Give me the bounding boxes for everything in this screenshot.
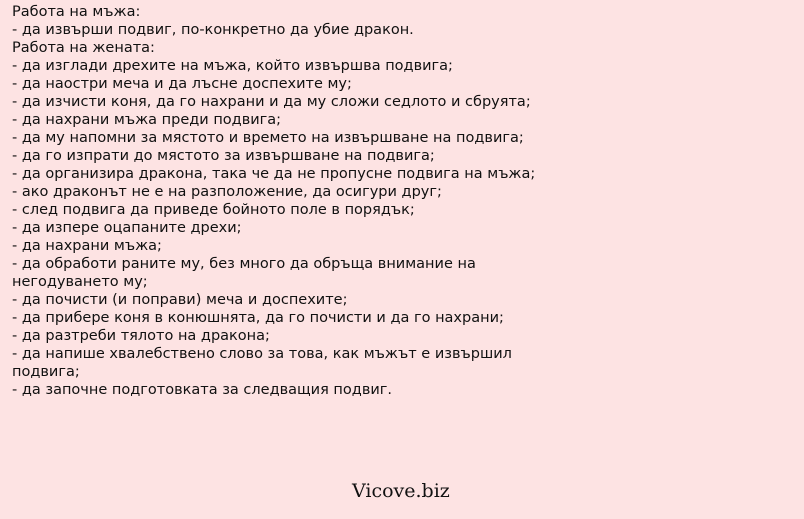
joke-text [12,3,792,399]
joke-line: Работа на жената: [12,40,155,56]
joke-line: - да разтреби тялото на дракона; [12,328,270,344]
joke-line: - да го изпрати до мястото за извършване на подвига; [12,148,435,164]
joke-line: - след подвига да приведе бойното поле в порядък; [12,202,415,218]
joke-line: - да изчисти коня, да го нахрани и да му сложи седлото и сбруята; [12,94,531,110]
joke-line: - да почисти (и поправи) меча и доспехите; [12,292,348,308]
joke-line: - да нахрани мъжа преди подвига; [12,112,282,128]
joke-line: - да изпере оцапаните дрехи; [12,220,242,236]
joke-line: - да наостри меча и да лъсне доспехите му; [12,76,352,92]
joke-line: - да извърши подвиг, по-конкретно да убие дракон. [12,22,414,38]
joke-line: негодуването му; [12,274,148,290]
joke-line: - да нахрани мъжа; [12,238,162,254]
joke-line: - ако драконът не е на разположение, да осигури друг; [12,184,442,200]
joke-line: - да изглади дрехите на мъжа, който извършва подвига; [12,58,453,74]
joke-line: - да прибере коня в конюшнята, да го почисти и да го нахрани; [12,310,504,326]
joke-line: - да обработи раните му, без много да обръща внимание на [12,256,476,272]
joke-line: Работа на мъжа: [12,4,141,20]
joke-line: - да напише хвалебствено слово за това, как мъжът е извършил [12,346,512,362]
joke-line: подвига; [12,364,80,380]
joke-line: - да му напомни за мястото и времето на извършване на подвига; [12,130,524,146]
joke-line: - да започне подготовката за следващия подвиг. [12,382,393,398]
site-watermark: Vicove.biz [352,480,450,502]
joke-line: - да организира дракона, така че да не пропусне подвига на мъжа; [12,166,536,182]
